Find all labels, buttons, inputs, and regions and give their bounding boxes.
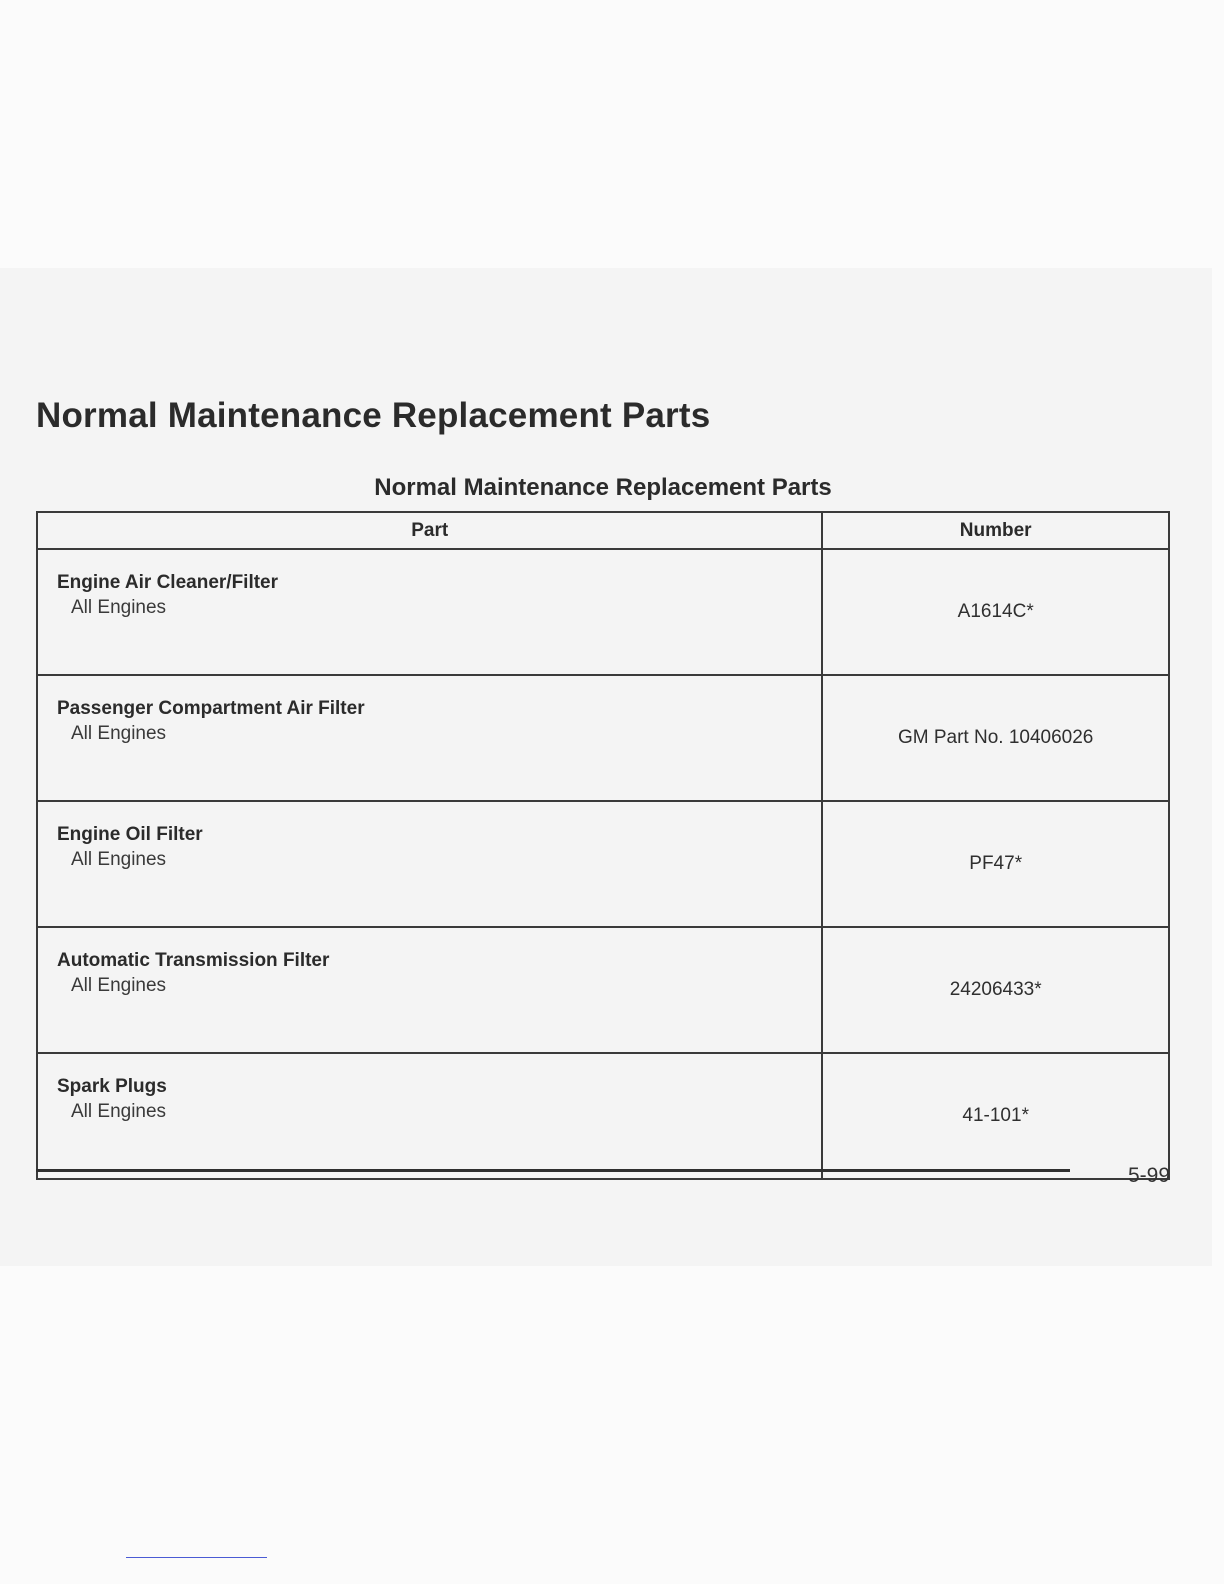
table-row (37, 927, 1169, 1053)
table-header-row (37, 512, 1169, 549)
header-part: Part (37, 512, 822, 549)
part-name: Spark Plugs (57, 1076, 167, 1097)
part-name: Automatic Transmission Filter (57, 950, 330, 971)
table-row (37, 801, 1169, 927)
part-number: 41-101* (822, 1053, 1169, 1179)
parts-table (36, 511, 1170, 1180)
part-cell (37, 675, 822, 801)
part-applicability: All Engines (71, 1101, 167, 1122)
part-applicability: All Engines (71, 597, 167, 618)
part-name: Passenger Compartment Air Filter (57, 698, 365, 719)
part-applicability: All Engines (71, 975, 167, 996)
footer-divider (36, 1169, 1070, 1172)
part-cell (37, 1053, 822, 1179)
part-cell (37, 927, 822, 1053)
bottom-divider (126, 1557, 267, 1558)
part-number: PF47* (822, 801, 1169, 927)
table-caption: Normal Maintenance Replacement Parts (374, 474, 832, 501)
part-cell (37, 801, 822, 927)
page-number: 5-99 (1128, 1164, 1171, 1187)
table-row (37, 675, 1169, 801)
part-number: A1614C* (822, 549, 1169, 675)
table-row (37, 1053, 1169, 1179)
page-title: Normal Maintenance Replacement Parts (36, 396, 711, 435)
part-number: 24206433* (822, 927, 1169, 1053)
part-cell (37, 549, 822, 675)
header-number: Number (822, 512, 1169, 549)
part-number: GM Part No. 10406026 (822, 675, 1169, 801)
part-name: Engine Oil Filter (57, 824, 203, 845)
table-row (37, 549, 1169, 675)
part-applicability: All Engines (71, 849, 167, 870)
part-name: Engine Air Cleaner/Filter (57, 572, 279, 593)
part-applicability: All Engines (71, 723, 167, 744)
